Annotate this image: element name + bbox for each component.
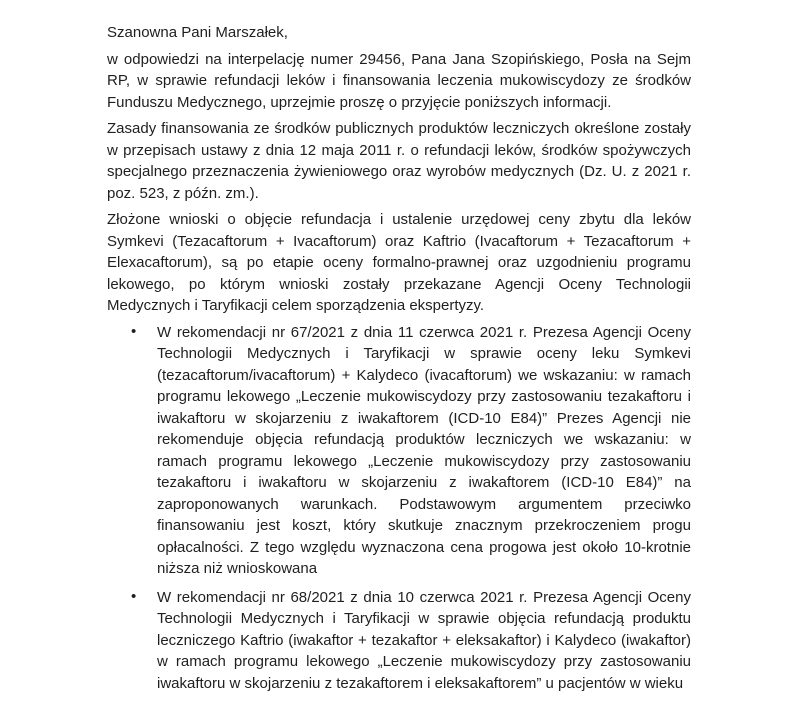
list-item-recommendation-67-2021: [131, 322, 691, 580]
bullet-icon: •: [131, 322, 137, 340]
bullet-text: W rekomendacji nr 67/2021 z dnia 11 czerwca 2021 r. Prezesa Agencji Oceny Technologii Medycznych i Taryfikacji w sprawie oceny leku Symkevi (tezacaftorum/ivacaftorum) + Kalydeco (ivacaftorum) we wskazaniu: w ramach programu lekowego „Leczenie mukowiscydozy przy zastosowaniu tezakaftoru i iwakaftoru w skojarzeniu z iwakaftorem (ICD-10 E84)” Prezes Agencji nie rekomenduje objęcia refundacją produktów leczniczych we wskazaniu: w ramach programu lekowego „Leczenie mukowiscydozy przy zastosowaniu tezakaftoru i iwakaftoru w skojarzeniu z iwakaftorem (ICD-10 E84)” na zaproponowanych warunkach. Podstawowym argumentem przeciwko finansowaniu jest koszt, który skutkuje znacznym przekroczeniem progu opłacalności. Z tego względu wyznaczona cena progowa jest około 10-krotnie niższa niż wnioskowana: [157, 323, 691, 577]
paragraph-applications-status: Złożone wnioski o objęcie refundacja i ustalenie urzędowej ceny zbytu dla leków Symkevi (Tezacaftorum + Ivacaftorum) oraz Kaftrio (Ivacaftorum + Tezacaftorum + Elexacaftorum), są po etapie oceny formalno-prawnej oraz uzgodnieniu programu lekowego, po którym wnioski zostały przekazane Agencji Oceny Technologii Medycznych i Taryfikacji celem sporządzenia ekspertyzy.: [107, 211, 691, 314]
bullet-text: W rekomendacji nr 68/2021 z dnia 10 czerwca 2021 r. Prezesa Agencji Oceny Technologii Medycznych i Taryfikacji w sprawie objęcia refundacją produktu leczniczego Kaftrio (iwakaftor + tezakaftor + eleksakaftor) i Kalydeco (iwakaftor) w ramach programu lekowego „Leczenie mukowiscydozy przy zastosowaniu iwakaftoru w skojarzeniu z tezakaftorem i eleksakaftorem” u pacjentów w wieku: [157, 588, 691, 692]
paragraph-intro: w odpowiedzi na interpelację numer 29456, Pana Jana Szopińskiego, Posła na Sejm RP, w sprawie refundacji leków i finansowania leczenia mukowiscydozy ze środków Funduszu Medycznego, uprzejmie proszę o przyjęcie poniższych informacji.: [107, 50, 691, 111]
letter-page: [107, 22, 691, 701]
recommendation-list: [107, 322, 691, 695]
salutation: Szanowna Pani Marszałek,: [107, 24, 288, 41]
bullet-icon: •: [131, 587, 137, 605]
paragraph-legal-basis: Zasady finansowania ze środków publicznych produktów leczniczych określone zostały w przepisach ustawy z dnia 12 maja 2011 r. o refundacji leków, środków spożywczych specjalnego przeznaczenia żywieniowego oraz wyrobów medycznych (Dz. U. z 2021 r. poz. 523, z późn. zm.).: [107, 120, 691, 202]
list-item-recommendation-68-2021: [131, 587, 691, 695]
